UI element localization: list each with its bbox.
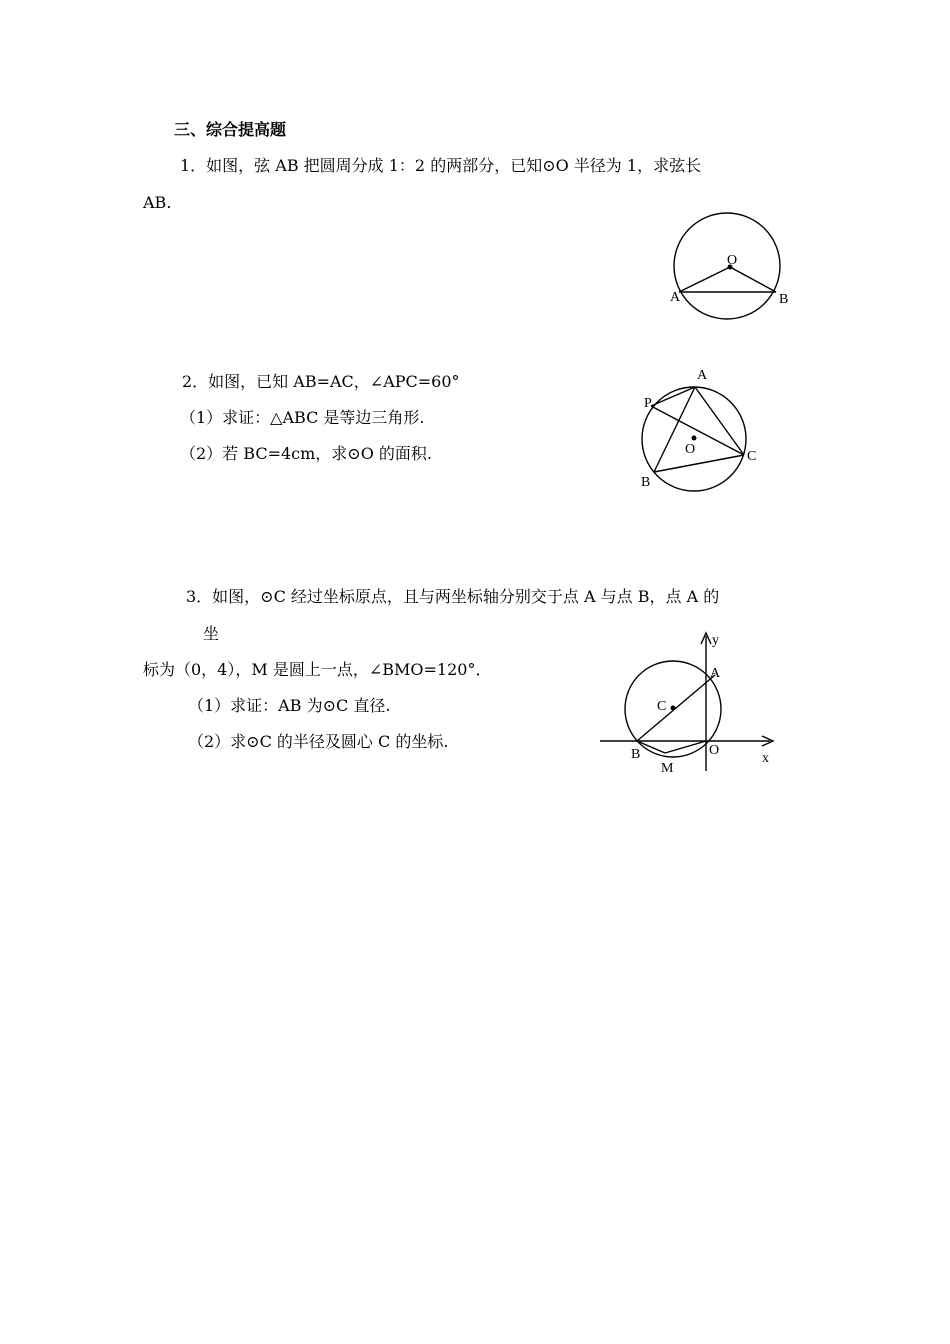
label-a: A (670, 290, 681, 305)
center-dot-o (692, 436, 697, 441)
label-o: O (709, 743, 720, 758)
segment-pa (651, 387, 695, 406)
label-x: x (762, 751, 769, 766)
problem1-line1: 1．如图，弦 AB 把圆周分成 1：2 的两部分，已知⊙O 半径为 1，求弦长 (180, 156, 702, 175)
label-a: A (697, 368, 708, 383)
label-b: B (641, 475, 651, 490)
diameter-ab (637, 675, 715, 741)
label-y: y (712, 633, 719, 648)
label-p: P (644, 396, 652, 411)
problem1-figure (660, 210, 800, 330)
problem3-line1: 3．如图，⊙C 经过坐标原点，且与两坐标轴分别交于点 A 与点 B，点 A 的 (186, 587, 720, 606)
section-title: 三、综合提高题 (174, 120, 287, 139)
segment-bc (654, 455, 744, 472)
label-a: A (710, 666, 721, 681)
label-b: B (631, 747, 641, 762)
label-b: B (779, 292, 789, 307)
label-c: C (747, 449, 757, 464)
label-o: O (685, 442, 696, 457)
problem3-figure (598, 630, 788, 775)
center-dot-c (671, 706, 676, 711)
problem2-figure (630, 360, 770, 500)
problem3-line2: 标为（0，4），M 是圆上一点，∠BMO=120°． (143, 660, 492, 679)
label-m: M (661, 761, 674, 776)
problem2-part1: （1）求证：△ABC 是等边三角形. (180, 408, 425, 427)
problem1-line2: AB. (143, 193, 172, 212)
segment-mo (665, 741, 706, 753)
problem2-part2: （2）若 BC=4cm，求⊙O 的面积. (180, 444, 432, 463)
radius-ob (730, 267, 776, 292)
radius-oa (679, 267, 730, 292)
problem2-stem: 2．如图，已知 AB=AC，∠APC=60° (182, 372, 460, 391)
label-o: O (727, 253, 738, 268)
problem3-line1b: 坐 (203, 624, 220, 643)
problem3-part2: （2）求⊙C 的半径及圆心 C 的坐标. (188, 732, 449, 751)
segment-ac (695, 387, 744, 455)
label-c: C (657, 699, 667, 714)
problem3-part1: （1）求证：AB 为⊙C 直径. (188, 696, 391, 715)
segment-pc (651, 406, 744, 455)
